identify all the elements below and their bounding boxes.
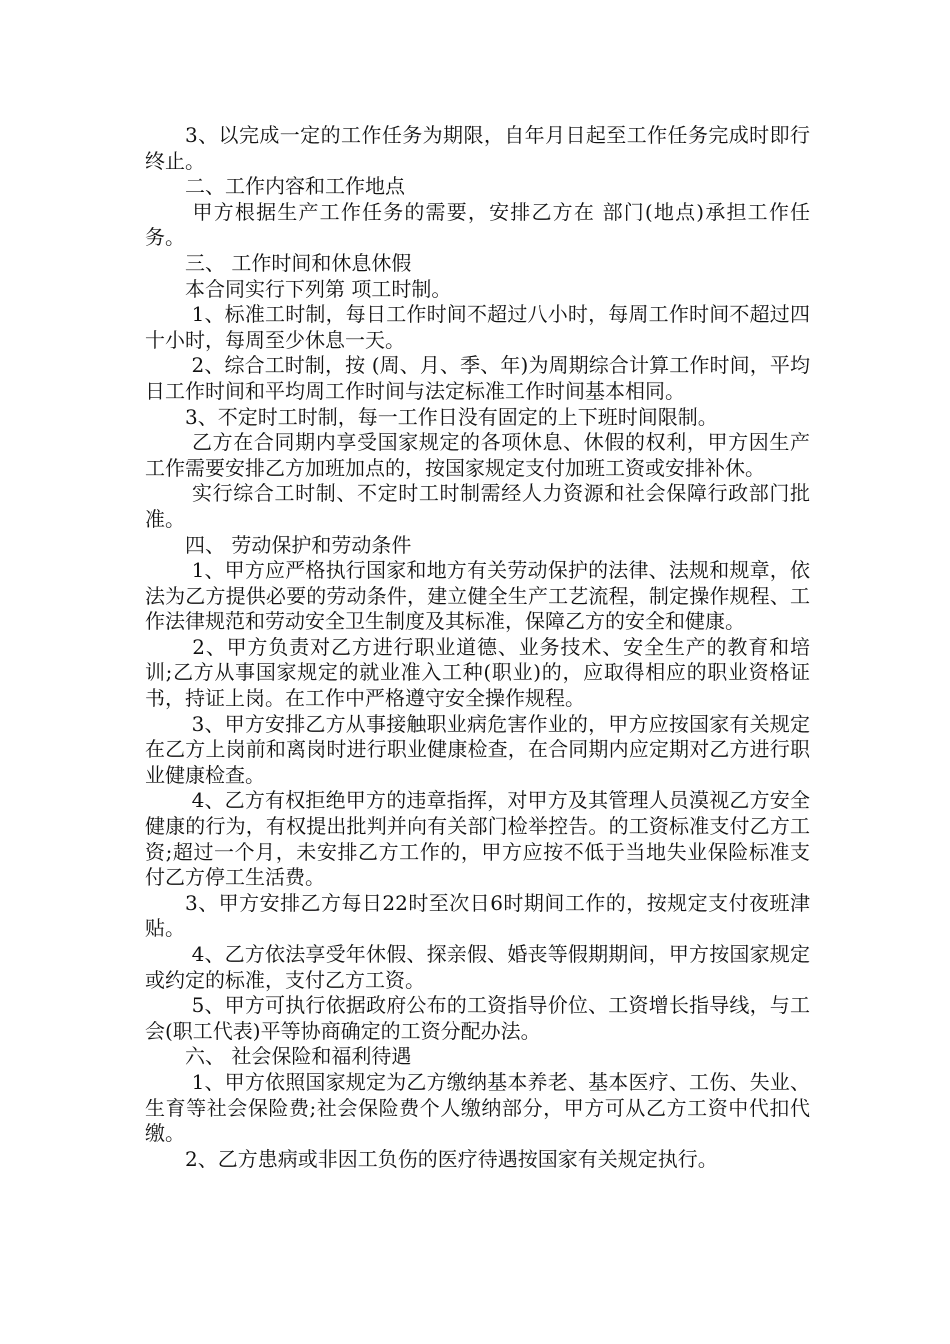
heading-social-insurance: 六、 社会保险和福利待遇 [185, 1044, 412, 1069]
paragraph-protection-2: 2、甲方负责对乙方进行职业道德、业务技术、安全生产的教育和培训;乙方从事国家规定的就业准入工种(职业)的，应取得相应的职业资格证书，持证上岗。在工作中严格遵守安全操作规程。 [145, 634, 811, 711]
paragraph-standard-hours: 1、标准工时制，每日工作时间不超过八小时，每周工作时间不超过四十小时，每周至少休息一天。 [145, 302, 811, 352]
paragraph-term-completion: 3、以完成一定的工作任务为期限，自年月日起至工作任务完成时即行终止。 [145, 123, 810, 173]
paragraph-insurance-1: 1、甲方依照国家规定为乙方缴纳基本养老、基本医疗、工伤、失业、生育等社会保险费;社会保险费个人缴纳部分，甲方可从乙方工资中代扣代缴。 [145, 1069, 811, 1146]
paragraph-protection-1: 1、甲方应严格执行国家和地方有关劳动保护的法律、法规和规章，依法为乙方提供必要的劳动条件，建立健全生产工艺流程，制定操作规程、工作法律规范和劳动安全卫生制度及其标准，保障乙方的安全和健康。 [145, 558, 811, 634]
heading-working-hours-rest: 三、 工作时间和休息休假 [185, 250, 412, 275]
paragraph-protection-4: 4、乙方有权拒绝甲方的违章指挥，对甲方及其管理人员漠视乙方安全健康的行为，有权提出批判并向有关部门检举控告。的工资标准支付乙方工资;超过一个月，未安排乙方工作的，甲方应按不低于当地失业保险标准支付乙方停工生活费。 [145, 788, 811, 890]
paragraph-insurance-2: 2、乙方患病或非因工负伤的医疗待遇按国家有关规定执行。 [185, 1146, 718, 1171]
heading-labor-protection: 四、 劳动保护和劳动条件 [185, 532, 412, 557]
paragraph-leave-pay: 4、乙方依法享受年休假、探亲假、婚丧等假期期间，甲方按国家规定或约定的标准，支付乙方工资。 [145, 942, 811, 992]
paragraph-wage-guidance: 5、甲方可执行依据政府公布的工资指导价位、工资增长指导线，与工会(职工代表)平等协商确定的工资分配办法。 [145, 993, 811, 1043]
paragraph-comprehensive-hours: 2、综合工时制，按 (周、月、季、年)为周期综合计算工作时间，平均日工作时间和平均周工作时间与法定标准工作时间基本相同。 [145, 353, 811, 403]
paragraph-rest-rights: 乙方在合同期内享受国家规定的各项休息、休假的权利，甲方因生产工作需要安排乙方加班加点的，按国家规定支付加班工资或安排补休。 [145, 430, 811, 480]
paragraph-approval: 实行综合工时制、不定时工时制需经人力资源和社会保障行政部门批准。 [145, 481, 811, 531]
document-body [145, 123, 810, 1172]
heading-work-content-location: 二、工作内容和工作地点 [185, 174, 405, 199]
paragraph-hour-system: 本合同实行下列第 项工时制。 [185, 276, 452, 301]
paragraph-flexible-hours: 3、不定时工时制，每一工作日没有固定的上下班时间限制。 [185, 404, 718, 429]
paragraph-work-assignment: 甲方根据生产工作任务的需要，安排乙方在 部门(地点)承担工作任务。 [145, 199, 810, 250]
paragraph-protection-3: 3、甲方安排乙方从事接触职业病危害作业的，甲方应按国家有关规定在乙方上岗前和离岗时进行职业健康检查，在合同期内应定期对乙方进行职业健康检查。 [145, 711, 811, 787]
paragraph-night-shift: 3、甲方安排乙方每日22时至次日6时期间工作的，按规定支付夜班津贴。 [145, 890, 810, 941]
